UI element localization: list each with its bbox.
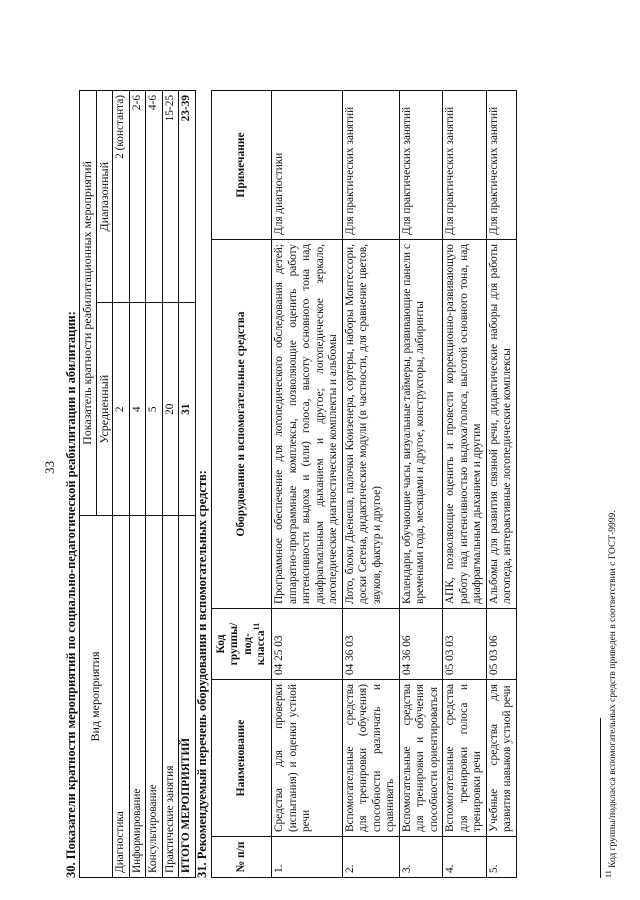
row-name: Вспомогательные средства для тренировки голоса и тренировки речи [443, 680, 487, 837]
frequency-table [79, 90, 196, 878]
event-name: Консультирование [146, 515, 163, 877]
event-name: Информирование [129, 515, 146, 877]
footnote-rule [600, 718, 601, 878]
row-code: 04 36 03 [342, 609, 399, 680]
row-num: 5. [486, 837, 516, 878]
equip-header: Оборудование и вспомогательные средства [212, 240, 272, 609]
event-range: 15-25 [162, 91, 179, 304]
table-row [146, 91, 163, 878]
footnote-text: Код группы/подкласса вспомогательных средств приведен в соответствии с ГОСТ-9999. [608, 510, 618, 868]
row-num: 1. [272, 837, 343, 878]
table-row [162, 91, 179, 878]
event-avg: 5 [146, 303, 163, 515]
col-event-header: Вид мероприятия [80, 515, 113, 877]
table-row [113, 91, 130, 878]
row-num: 2. [342, 837, 399, 878]
row-equip: АПК, позволяющие оценить и провести коррекционно-развивающую работу над интенсивностью выдоха/голоса, высотой основного тона, над диафрагмальным дыханием и другим [443, 240, 487, 609]
row-equip: Лото, блоки Дьенеша, палочки Кюизенера, сортеры, наборы Монтессори, доски Сегена, дидактические модули (в частности, для сравнение цветов, звуков, фактур и другое) [342, 240, 399, 609]
event-name: Практические занятия [162, 515, 179, 877]
table-row [129, 91, 146, 878]
event-range: 2-6 [129, 91, 146, 304]
row-name: Вспомогательные средства для тренировки (обучения) способности различать и сравнивать [342, 680, 399, 837]
row-name: Учебные средства для развития навыков устной речи [486, 680, 516, 837]
footnote-mark: 11 [603, 870, 613, 878]
page-number: 33 [42, 461, 57, 474]
total-range: 23-39 [179, 91, 196, 304]
name-header: Наименование [212, 680, 272, 837]
row-num: 4. [443, 837, 487, 878]
row-equip: Альбомы для развития связной речи, дидактические наборы для работы логопеда, интерактивные логопедические комплексы [486, 240, 516, 609]
note-header: Примечание [212, 91, 272, 240]
total-avg: 31 [179, 303, 196, 515]
table-row [486, 91, 516, 878]
event-avg: 2 [113, 303, 130, 515]
event-avg: 20 [162, 303, 179, 515]
col-avg-header: Усредненный [96, 303, 113, 515]
footnote [603, 510, 618, 878]
row-code: 04 25 03 [272, 609, 343, 680]
col-range-header: Диапазонный [96, 91, 113, 304]
row-equip: Календари, обучающие часы, визуальные таймеры, развивающие панели с временами года, месяцами и другое, конструкторы, лабиринты [399, 240, 443, 609]
row-note: Для практических занятий [399, 91, 443, 240]
row-note: Для практических занятий [486, 91, 516, 240]
total-name: ИТОГО МЕРОПРИЯТИЙ [179, 515, 196, 877]
row-equip: Программное обеспечение для логопедического обследования детей; аппаратно-программные комплексы, позволяющие оценить работу интенсивности выдоха и (или) голоса, высоту основного тона над диафрагмальным дыханием и другое; логопедическое зеркало, логопедические диагностические комплекты и альбомы [272, 240, 343, 609]
table-row [272, 91, 343, 878]
section-30-title: 30. Показатели кратности мероприятий по социально-педагогической реабилитации и абилитации: [64, 311, 78, 878]
equipment-table [211, 90, 517, 878]
section-31-title: 31. Рекомендуемый перечень оборудования и вспомогательных средств: [195, 470, 209, 878]
row-code: 04 36 06 [399, 609, 443, 680]
event-name: Диагностика [113, 515, 130, 877]
footnote-ref: 11 [252, 622, 262, 631]
table-row [443, 91, 487, 878]
row-code: 05 03 03 [443, 609, 487, 680]
num-header: № п/п [212, 837, 272, 878]
row-num: 3. [399, 837, 443, 878]
total-row [179, 91, 196, 878]
col-group-header: Показатель кратности реабилитационных мероприятий [80, 91, 97, 516]
row-name: Вспомогательные средства для тренировки и обучения способности ориентироваться [399, 680, 443, 837]
row-code: 05 03 06 [486, 609, 516, 680]
row-note: Для практических занятий [443, 91, 487, 240]
event-avg: 4 [129, 303, 146, 515]
event-range: 2 (константа) [113, 91, 130, 304]
row-note: Для диагностики [272, 91, 343, 240]
row-note: Для практических занятий [342, 91, 399, 240]
table-row [399, 91, 443, 878]
code-header: Код группы/под-класса$^{11}$ [212, 609, 272, 680]
table-row [342, 91, 399, 878]
row-name: Средства для проверки (испытания) и оценки устной речи [272, 680, 343, 837]
event-range: 4-6 [146, 91, 163, 304]
